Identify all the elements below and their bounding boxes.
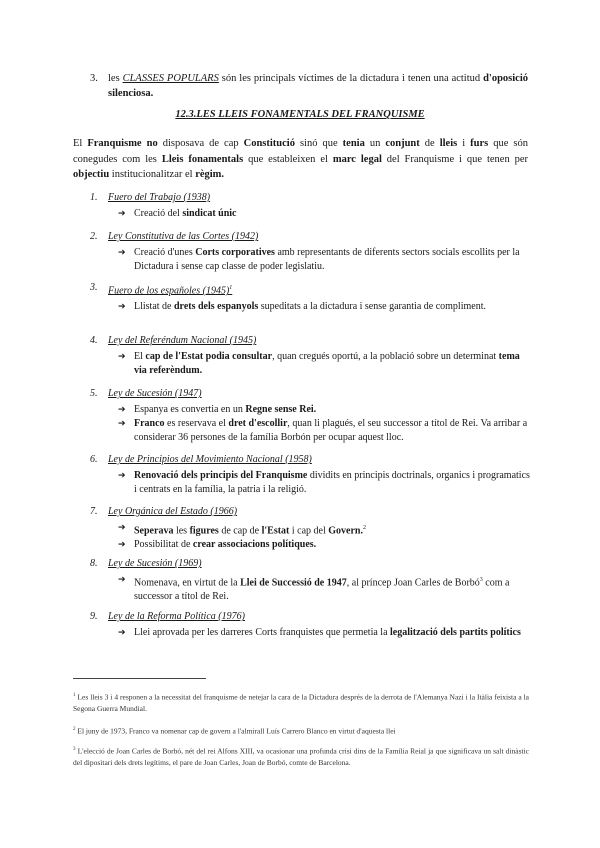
intro-list-item <box>90 71 528 101</box>
arrow-icon: ➔ <box>118 302 126 313</box>
law-item <box>90 387 530 445</box>
bullet-item: ➔ Seperava les figures de cap de l'Estat i cap del Govern.$^2$ <box>118 523 366 537</box>
law-item <box>90 191 530 221</box>
bullet-item: ➔ Espanya es convertia en un Regne sense Rei. <box>118 404 317 415</box>
bullet-item: ➔ Creació d'unes Corts corporatives amb representants de diferents sectors socials escollits per la Dictadura i sense cap classe de poder legislatiu. <box>118 247 520 272</box>
law-item <box>90 334 530 378</box>
footnote-divider <box>73 678 206 679</box>
text-run: són les principals víctimes de la dictadura i tenen una actitud <box>218 73 484 84</box>
bullet-item: ➔ Creació del sindicat únic <box>118 208 237 219</box>
list-number: 1. <box>90 192 98 203</box>
list-number: 4. <box>90 335 98 346</box>
footnote: $^3$ L'elecció de Joan Carles de Borbó, nét del rei Alfons XIII, va ocasionar una profunda crisi dins de la Família Reial ja que significava un salt dinàstic del dipositari dels drets legítims, el pare de Joan Carles, Joan de Borbó, comte de Barcelona. <box>73 746 529 767</box>
arrow-icon: ➔ <box>118 471 126 481</box>
footnote: $^1$ Les lleis 3 i 4 responen a la necessitat del franquisme de netejar la cara de la Dictadura després de la derrota de l'Alemanya Nazi i la Itàlia feixista a la Segona Guerra Mundial. <box>73 692 529 713</box>
bullet-item: ➔ Nomenava, en virtut de la Llei de Successió de 1947, al príncep Joan Carles de Borbó$^3$ com a successor a títol de Rei. <box>118 575 510 603</box>
law-details <box>90 521 530 552</box>
list-number: 6. <box>90 454 98 465</box>
law-title: Ley Constitutiva de las Cortes (1942) <box>108 231 259 242</box>
bullet-item: ➔ Llistat de drets dels espanyols supeditats a la dictadura i sense garantia de compliment. <box>118 301 486 313</box>
classes-populars-term: CLASSES POPULARS <box>122 73 219 84</box>
bullet-item: ➔ Franco es reservava el dret d'escollir, quan li plagués, el seu successor a títol de Rei. Va arribar a considerar 36 persones de la família Borbón per ocupar aquest lloc. <box>118 418 528 443</box>
intro-paragraph: El Franquisme no disposava de cap Constitució sinó que tenia un conjunt de lleis i furs que són conegudes com les Lleis fonamentals que estableixen el marc legal del Franquisme i que tenen per objectiu institucionalitzar el règim. <box>73 138 529 180</box>
bullet-item: ➔ Possibilitat de crear associacions polítiques. <box>118 539 317 551</box>
law-details <box>90 246 530 274</box>
arrow-icon: ➔ <box>118 575 126 585</box>
law-title: Ley de Sucesión (1969) <box>108 558 202 569</box>
law-details <box>90 573 530 604</box>
arrow-icon: ➔ <box>118 540 126 551</box>
law-item <box>90 230 530 274</box>
law-title: Ley Orgánica del Estado (1966) <box>108 506 238 517</box>
list-number: 2. <box>90 231 98 242</box>
law-title: Fuero de los españoles $(1945)^1$ <box>108 285 233 297</box>
law-title: Ley del Referéndum Nacional (1945) <box>108 335 257 346</box>
footnote-ref: 2 <box>362 525 366 531</box>
bold-phrase: d'oposició silenciosa. <box>108 73 529 99</box>
law-title: Ley de Sucesión (1947) <box>108 388 202 399</box>
footnote-ref: 1 <box>229 285 233 291</box>
list-number: 7. <box>90 506 98 517</box>
law-details <box>90 403 530 445</box>
arrow-icon: ➔ <box>118 352 126 362</box>
law-item <box>90 557 530 604</box>
bullet-item: ➔ El cap de l'Estat podia consultar, quan cregués oportú, a la població sobre un determinat tema via referèndum. <box>118 351 520 376</box>
law-details <box>90 350 530 378</box>
section-title: 12.3.LES LLEIS FONAMENTALS DEL FRANQUISME <box>175 109 425 120</box>
list-number: 5. <box>90 388 98 399</box>
arrow-icon: ➔ <box>118 523 126 533</box>
law-item <box>90 610 530 640</box>
footnote: $^2$ El juny de 1973, Franco va nomenar cap de govern a l'almirall Luís Carrero Blanco en virtut d'aquesta llei <box>73 726 396 736</box>
law-item <box>90 281 530 314</box>
arrow-icon: ➔ <box>118 628 126 638</box>
arrow-icon: ➔ <box>118 419 126 429</box>
list-number: 3. <box>90 73 98 84</box>
bullet-item: ➔ Llei aprovada per les darreres Corts franquistes que permetia la legalització dels partits polítics <box>118 627 521 638</box>
law-title: Ley de la Reforma Política (1976) <box>108 611 245 622</box>
arrow-icon: ➔ <box>118 248 126 258</box>
arrow-icon: ➔ <box>118 209 126 219</box>
law-details <box>90 469 530 497</box>
bullet-item: ➔ Renovació dels principis del Franquisme dividits en principis doctrinals, organics i programatics i centrats en la família, la patria i la religió. <box>118 470 530 495</box>
law-title: Fuero del Trabajo (1938) <box>108 192 211 203</box>
law-details <box>90 300 530 314</box>
footnote-ref: 3 <box>479 577 483 583</box>
intro-text <box>108 71 528 101</box>
law-title: Ley de Principios del Movimiento Nacional (1958) <box>108 454 312 465</box>
text-run: les <box>108 73 123 84</box>
list-number: 3. <box>90 282 98 293</box>
law-item <box>90 505 530 552</box>
arrow-icon: ➔ <box>118 405 126 415</box>
law-item <box>90 453 530 497</box>
law-details <box>90 626 530 640</box>
list-number: 9. <box>90 611 98 622</box>
list-number: 8. <box>90 558 98 569</box>
law-details <box>90 207 530 221</box>
